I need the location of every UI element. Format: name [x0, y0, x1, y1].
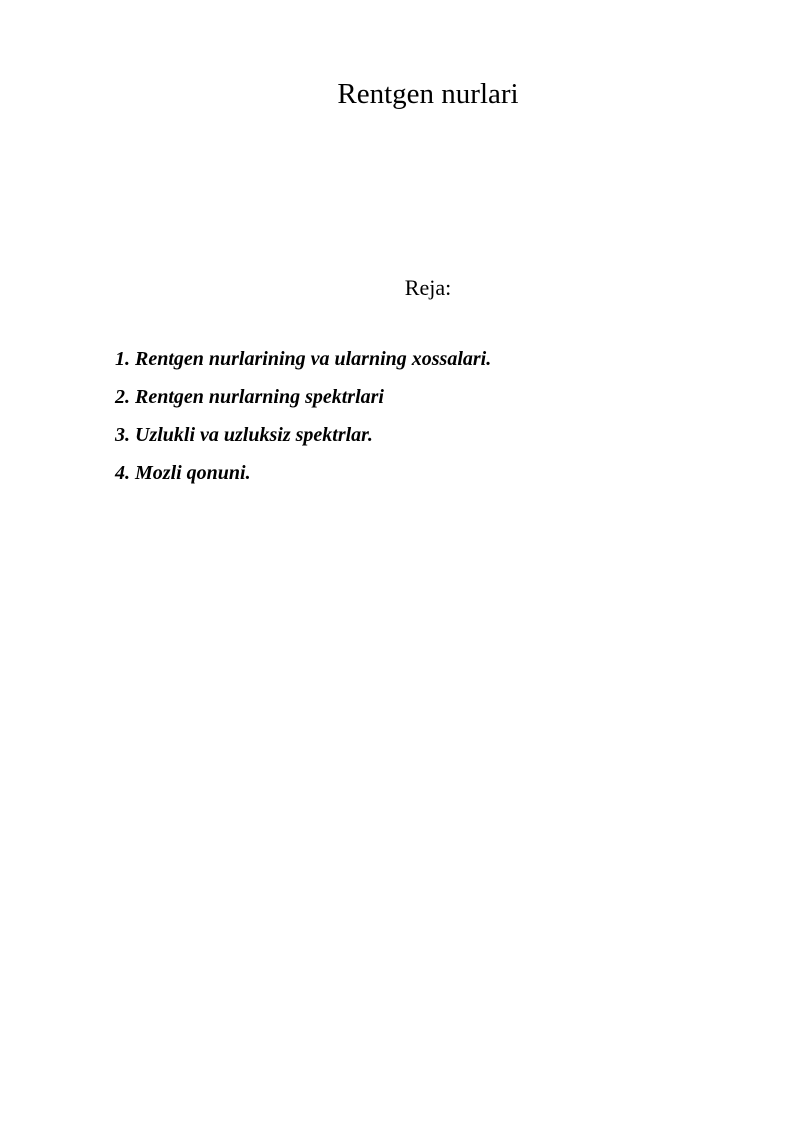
plan-list	[115, 346, 491, 498]
plan-item-2: 2. Rentgen nurlarning spektrlari	[115, 386, 384, 408]
page-title: Rentgen nurlari	[337, 78, 519, 110]
plan-item-3: 3. Uzlukli va uzluksiz spektrlar.	[115, 424, 373, 446]
plan-item-1: 1. Rentgen nurlarining va ularning xossalari.	[115, 348, 492, 370]
plan-heading: Reja:	[404, 275, 452, 300]
plan-item-4: 4. Mozli qonuni.	[115, 462, 251, 484]
